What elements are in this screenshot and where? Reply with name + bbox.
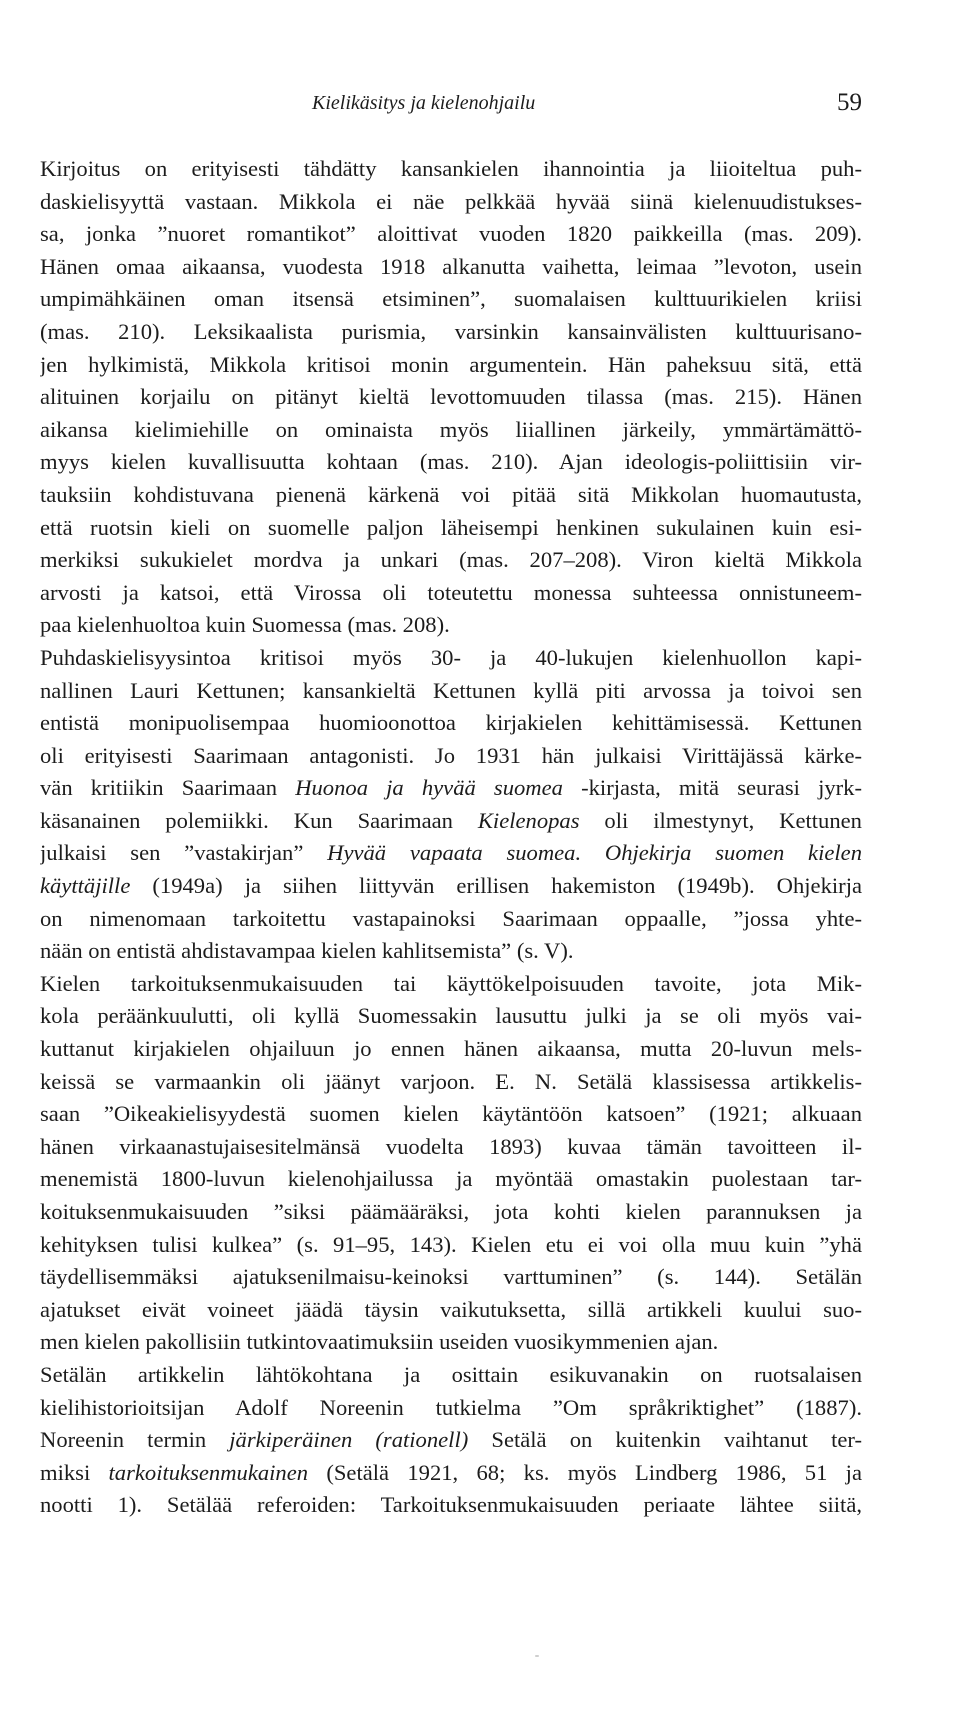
italic-text: käyttäjille <box>40 873 131 899</box>
text-line <box>40 935 862 968</box>
text-segment: paa kielenhuoltoa kuin Suomessa (mas. 208). <box>40 612 450 638</box>
text-segment: -kirjasta, mitä seurasi jyrk- <box>562 775 862 801</box>
running-head <box>40 89 862 122</box>
text-segment: nallinen Lauri Kettunen; kansankieltä Kettunen kyllä piti arvossa ja toivoi sen <box>40 677 862 703</box>
text-segment: (Setälä 1921, 68; ks. myös Lindberg 1986, 51 ja <box>308 1459 862 1485</box>
text-segment: entistä monipuolisempaa huomioonottoa kirjakielen kehittämisessä. Kettunen <box>40 710 862 736</box>
text-line <box>40 1066 862 1099</box>
text-segment: men kielen pakollisiin tutkintovaatimuksiin useiden vuosikymmenien ajan. <box>40 1329 719 1355</box>
text-line <box>40 349 862 382</box>
text-segment: (mas. 210). Leksikaalista purismia, varsinkin kansainvälisten kulttuurisano- <box>40 318 862 344</box>
text-line <box>40 1359 862 1392</box>
text-segment: hänen virkaanastujaisesitelmänsä vuodelta 1893) kuvaa tämän tavoitteen il- <box>40 1133 862 1159</box>
text-line <box>40 870 862 903</box>
text-segment: saan ”Oikeakielisyydestä suomen kielen käytäntöön katsoen” (1921; alkuaan <box>40 1101 862 1127</box>
text-line <box>40 1163 862 1196</box>
text-line <box>40 1000 862 1033</box>
text-line <box>40 512 862 545</box>
text-segment: Setälän artikkelin lähtökohtana ja osittain esikuvanakin on ruotsalaisen <box>40 1361 862 1387</box>
text-segment: menemistä 1800-luvun kielenohjailussa ja myöntää omastakin puolestaan tar- <box>40 1166 862 1192</box>
text-segment: merkiksi sukukielet mordva ja unkari (mas. 207–208). Viron kieltä Mikkola <box>40 547 862 573</box>
text-line <box>40 805 862 838</box>
text-line <box>40 414 862 447</box>
text-segment: keissä se varmaankin oli jäänyt varjoon. E. N. Setälä klassisessa artikkelis- <box>40 1068 862 1094</box>
text-segment: on nimenomaan tarkoitettu vastapainoksi Saarimaan oppaalle, ”jossa yhte- <box>40 905 862 931</box>
scan-speck <box>535 1655 539 1657</box>
text-segment: nootti 1). Setälää referoiden: Tarkoituksenmukaisuuden periaate lähtee siitä, <box>40 1492 862 1518</box>
text-segment: Puhdaskielisyysintoa kritisoi myös 30- ja 40-lukujen kielenhuollon kapi- <box>40 644 862 670</box>
text-segment: Setälä on kuitenkin vaihtanut ter- <box>468 1427 862 1453</box>
italic-text: Huonoa ja hyvää suomea <box>295 775 563 801</box>
text-segment: oli ilmestynyt, Kettunen <box>579 807 862 833</box>
text-segment: käsanainen polemiikki. Kun Saarimaan <box>40 807 478 833</box>
text-segment: miksi <box>40 1459 109 1485</box>
text-line <box>40 1098 862 1131</box>
text-line <box>40 218 862 251</box>
text-line <box>40 772 862 805</box>
text-line <box>40 1392 862 1425</box>
text-segment: arvosti ja katsoi, että Virossa oli toteutettu monessa suhteessa onnistuneem- <box>40 579 862 605</box>
text-line <box>40 544 862 577</box>
text-line <box>40 1424 862 1457</box>
italic-text: Hyvää vapaata suomea. Ohjekirja suomen kielen <box>327 840 862 866</box>
text-line <box>40 186 862 219</box>
page-number: 59 <box>837 89 862 116</box>
text-segment: vän kritiikin Saarimaan <box>40 775 296 801</box>
text-segment: että ruotsin kieli on suomelle paljon läheisempi henkinen sukulainen kuin esi- <box>40 514 862 540</box>
text-segment: kuttanut kirjakielen ohjailuun jo ennen hänen aikaansa, mutta 20-luvun mels- <box>40 1036 862 1062</box>
text-line <box>40 1033 862 1066</box>
text-segment: sa, jonka ”nuoret romantikot” aloittivat vuoden 1820 paikkeilla (mas. 209). <box>40 221 862 247</box>
text-segment: nään on entistä ahdistavampaa kielen kahlitsemista” (s. V). <box>40 938 574 964</box>
text-line <box>40 577 862 610</box>
text-line <box>40 1229 862 1262</box>
text-line <box>40 609 862 642</box>
text-line <box>40 283 862 316</box>
text-segment: tauksiin kohdistuvana pienenä kärkenä voi pitää sitä Mikkolan huomautusta, <box>40 481 862 507</box>
italic-text: Kielenopas <box>477 807 580 833</box>
text-segment: täydellisemmäksi ajatuksenilmaisu-keinoksi varttuminen” (s. 144). Setälän <box>40 1264 862 1290</box>
text-segment: jen hylkimistä, Mikkola kritisoi monin argumentein. Hän paheksuu sitä, että <box>40 351 862 377</box>
text-segment: kielihistorioitsijan Adolf Noreenin tutkielma ”Om språkriktighet” (1887). <box>40 1394 862 1420</box>
text-line <box>40 316 862 349</box>
text-segment: Hänen omaa aikaansa, vuodesta 1918 alkanutta vaihetta, leimaa ”levoton, usein <box>40 253 862 279</box>
text-line <box>40 1196 862 1229</box>
italic-text: järkiperäinen (rationell) <box>229 1427 469 1453</box>
text-segment: koituksenmukaisuuden ”siksi päämääräksi, jota kohti kielen parannuksen ja <box>40 1199 862 1224</box>
running-head-title: Kielikäsitys ja kielenohjailu <box>312 92 536 114</box>
text-line <box>40 675 862 708</box>
text-segment: daskielisyyttä vastaan. Mikkola ei näe pelkkää hyvää siinä kielenuudistukses- <box>40 188 862 214</box>
italic-text: tarkoituksenmukainen <box>108 1459 309 1485</box>
text-line <box>40 1326 862 1359</box>
text-segment: Noreenin termin <box>40 1427 230 1453</box>
text-segment: umpimähkäinen oman itsensä etsiminen”, suomalaisen kulttuurikielen kriisi <box>40 286 862 312</box>
text-segment: Kirjoitus on erityisesti tähdätty kansankielen ihannointia ja liioiteltua puh- <box>40 156 862 181</box>
text-line <box>40 642 862 675</box>
text-segment: julkaisi sen ”vastakirjan” <box>40 840 328 866</box>
text-line <box>40 1457 862 1490</box>
text-line <box>40 381 862 414</box>
body-text <box>40 153 862 1522</box>
text-line <box>40 1489 862 1522</box>
text-line <box>40 153 862 186</box>
text-segment: oli erityisesti Saarimaan antagonisti. Jo 1931 hän julkaisi Virittäjässä kärke- <box>40 742 862 768</box>
book-page <box>40 0 862 1714</box>
text-segment: myys kielen kuvallisuutta kohtaan (mas. 210). Ajan ideologis-poliittisiin vir- <box>40 449 862 475</box>
text-segment: Kielen tarkoituksenmukaisuuden tai käyttökelpoisuuden tavoite, jota Mik- <box>40 970 862 996</box>
text-line <box>40 1294 862 1327</box>
text-segment: ajatukset eivät voineet jäädä täysin vaikutuksetta, sillä artikkeli kuului suo- <box>40 1296 862 1322</box>
text-segment: aikansa kielimiehille on ominaista myös liiallinen järkeily, ymmärtämättö- <box>40 416 862 442</box>
text-line <box>40 707 862 740</box>
text-line <box>40 479 862 512</box>
text-line <box>40 903 862 936</box>
text-line <box>40 446 862 479</box>
text-line <box>40 740 862 773</box>
text-line <box>40 251 862 284</box>
text-segment: alituinen korjailu on pitänyt kieltä levottomuuden tilassa (mas. 215). Hänen <box>40 384 862 410</box>
text-line <box>40 1261 862 1294</box>
text-line <box>40 1131 862 1164</box>
text-segment: kola peräänkuulutti, oli kyllä Suomessakin lausuttu julki ja se oli myös vai- <box>40 1003 862 1029</box>
text-line <box>40 837 862 870</box>
text-line <box>40 968 862 1001</box>
text-segment: (1949a) ja siihen liittyvän erillisen hakemiston (1949b). Ohjekirja <box>130 873 862 899</box>
text-segment: kehityksen tulisi kulkea” (s. 91–95, 143). Kielen etu ei voi olla muu kuin ”yhä <box>40 1231 862 1257</box>
